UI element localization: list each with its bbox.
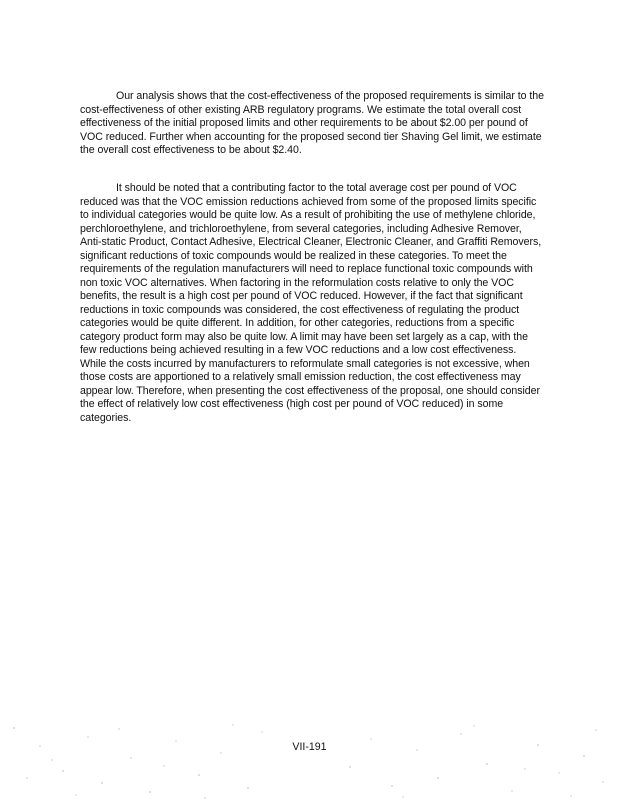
page-number: VII-191 (292, 741, 327, 753)
body-paragraph-cost-effectiveness: Our analysis shows that the cost-effectiveness of the proposed requirements is similar to the cost-effectiveness of other existing ARB regulatory programs. We estimate the total overall cost effectiveness of the initial proposed limits and other requirements to be about $2.00 per pound of VOC reduced. Further when accounting for the proposed second tier Shaving Gel limit, we estimate the overall cost effectiveness to be about $2.40. (80, 90, 544, 156)
body-paragraph-contributing-factor: It should be noted that a contributing factor to the total average cost per pound of VOC reduced was that the VOC emission reductions achieved from some of the proposed limits specific to individual categories would be quite low. As a result of prohibiting the use of methylene chloride, perchloroethylene, and trichloroethylene, from several categories, including Adhesive Remover, Anti-static Product, Contact Adhesive, Electrical Cleaner, Electronic Cleaner, and Graffiti Removers, significant reductions of toxic compounds would be realized in these categories. To meet the requirements of the regulation manufacturers will need to replace functional toxic compounds with non toxic VOC alternatives. When factoring in the reformulation costs relative to only the VOC benefits, the result is a high cost per pound of VOC reduced. However, if the fact that significant reductions in toxic compounds was considered, the cost effectiveness of regulating the product categories would be quite different. In addition, for other categories, reductions from a specific category product form may also be quite low. A limit may have been set largely as a cap, with the few reductions being achieved resulting in a few VOC reductions and a low cost effectiveness. While the costs incurred by manufacturers to reformulate small categories is not excessive, when those costs are apportioned to a relatively small emission reduction, the cost effectiveness may appear low. Therefore, when presenting the cost effectiveness of the proposal, one should consider the effect of relatively low cost effectiveness (high cost per pound of VOC reduced) in some categories. (80, 182, 542, 424)
scan-noise-speckle (0, 720, 619, 800)
